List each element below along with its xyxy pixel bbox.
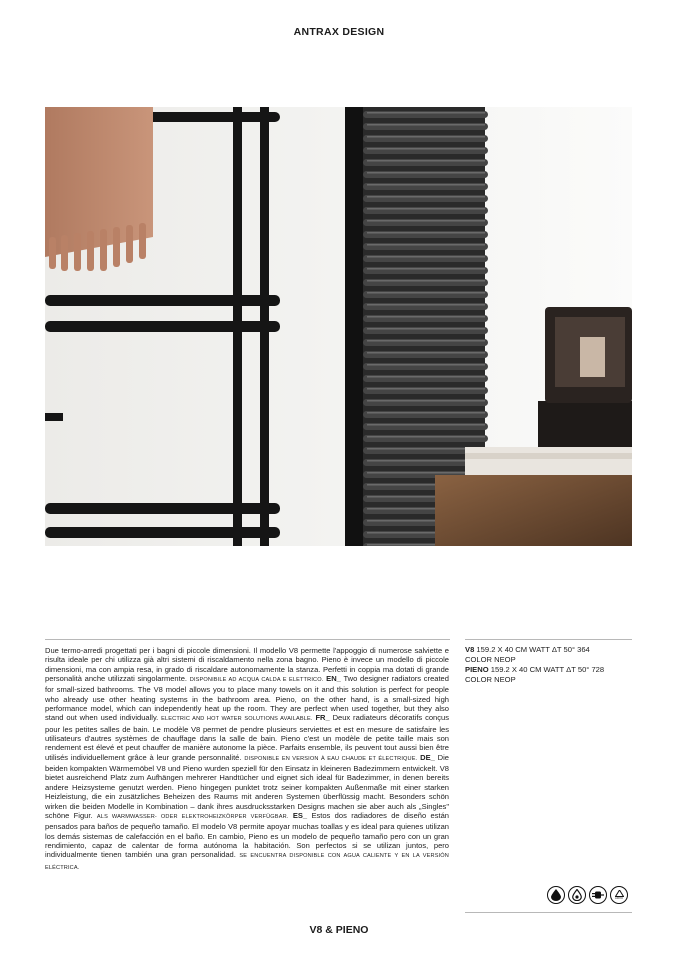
radiator-tube-highlight [367,340,485,342]
feature-icons [547,886,628,906]
radiator-tube-highlight [367,160,485,162]
body-divider-top [45,639,450,640]
recycle-icon [610,886,628,904]
radiator-tube-highlight [367,388,485,390]
radiator-tube-highlight [367,316,485,318]
note-es: SE ENCUENTRA DISPONIBLE CON AGUA CALIENTE Y EN LA VERSIÓN ELÉCTRICA. [45,853,449,871]
radiator-tube-highlight [367,424,485,426]
radiator-tube-highlight [367,268,485,270]
tag-en: EN_ [326,674,341,684]
spec-dims-v8: 159.2 X 40 CM WATT ΔT 50° 364 [476,645,590,654]
product-photo-radiators [45,107,632,546]
text-fr: Deux radiateurs décoratifs conçus pour les petites salles de bain. Le modèle V8 permet de pendre plusieurs serviettes et est en mesure de satisfaire les utilisateurs d'autres systèmes de chauffage dans la salle de bain. Pieno c'est un modèle de petite taille mais son rendement est élevé et peut chauffer de manière autonome la pièce. Parfaits ensemble, ils peuvent tout aussi bien être utilisés individuellement grâce à leur grande personnalité. [45,713,449,762]
radiator-tube-highlight [367,412,485,414]
description-text [45,646,449,873]
specs-divider-top [465,639,632,640]
radiator-tube-highlight [367,292,485,294]
radiator-tube-highlight [367,376,485,378]
page-footer-title: V8 & PIENO [309,924,369,936]
radiator-tube-highlight [367,196,485,198]
radiator-tube-highlight [367,112,485,114]
tag-de: DE_ [420,752,435,762]
spec-color-v8: COLOR NEOP [465,655,516,664]
note-it: DISPONIBILE AD ACQUA CALDA E ELETTRICO. [189,677,324,684]
note-en: ELECTRIC AND HOT WATER SOLUTIONS AVAILABLE. [161,716,313,723]
text-es: Estos dos radiadores de diseño están pensados para baños de pequeño tamaño. El modelo V8 permite apoyar muchas toallas y es ideal para quienes utilizan los demás sistemas de calefacción en el baño. En cambio, Pieno es un modelo de pequeño tamaño pero con un gran rendimiento, capaz de calentar de forma autónoma la habitación. Son perfectos si se utilizan juntos, pero individualmente tienen también una gran personalidad. [45,810,449,860]
spec-line-pieno [465,665,635,675]
text-it: Due termo-arredi progettati per i bagni di piccole dimensioni. Il modello V8 permette l'appoggio di numerose salviette e risulta ideale per chi utilizza già altri sistemi di riscaldamento nella zona bagno. Pieno è invece un modello di piccole dimensioni, ma con ampia resa, in grado di riscaldare autonomamente la stanza. Perfetti in coppia ma dotati di grande personalità anche utilizzati singolarmente. [45,646,449,684]
radiator-tube-highlight [367,436,485,438]
radiator-tube-highlight [367,208,485,210]
radiator-tube-highlight [367,232,485,234]
hot-water-icon [568,886,586,904]
radiator-tube-highlight [367,148,485,150]
radiator-tube-highlight [367,280,485,282]
brand-title: ANTRAX DESIGN [293,26,385,38]
water-drop-icon [547,886,565,904]
radiator-tube-highlight [367,244,485,246]
radiator-tube-highlight [367,184,485,186]
electric-plug-icon [589,886,607,904]
spec-color-pieno: COLOR NEOP [465,675,516,684]
note-fr: DISPONIBLE EN VERSION À EAU CHAUDE ET ÉLECTRIQUE. [244,755,418,762]
radiator-tube-highlight [367,328,485,330]
spec-model-v8: V8 [465,645,475,654]
radiator-tube-highlight [367,352,485,354]
specs-divider-bottom [465,912,632,913]
note-de: ALS WARMWASSER- ODER ELEKTROHEIZKÖRPER VERFÜGBAR. [96,813,289,820]
spec-dims-pieno: 159.2 X 40 CM WATT ΔT 50° 728 [490,665,605,674]
text-en: Two designer radiators created for small-sized bathrooms. The V8 model allows you to place many towels on it and this solution is perfect for people who already use other heating systems in the bathroom area. Pieno, on the other hand, is a small-sized high performance model, which can independently heat up the room. They are perfect when used together, but they also stand out when used individually. [45,674,449,723]
radiator-tube-highlight [367,304,485,306]
tag-fr: FR_ [315,713,330,723]
radiator-tube-highlight [367,256,485,258]
spec-line-v8 [465,645,635,655]
radiator-tube-highlight [367,364,485,366]
radiator-tube-highlight [367,400,485,402]
product-photo [45,107,632,546]
spec-model-pieno: PIENO [465,665,489,674]
radiator-tube-highlight [367,220,485,222]
radiator-tube-highlight [367,136,485,138]
recycle-icon-label: ARXC [614,896,624,900]
tag-es: ES_ [292,810,308,820]
text-de: Die beiden kompakten Wärmemöbel V8 und Pieno wurden speziell für den Einsatz in kleineren Badezimmern entwickelt. V8 bietet ausreichend Platz zum Aufhängen mehrerer Handtücher und eignet sich ideal für Badezimmer, in denen bereits andere Heizsysteme genutzt werden. Pieno hingegen punktet trotz seiner kompakten Außenmaße mit einer starken Heizleistung, die ein zusätzliches Beheizen des Raums mit anderen Systemen überflüssig macht. Besonders schön wirken die beiden Modelle in Kombination – dank ihres ausdrucksstarken Designs machen sie aber auch als „Singles" schöne Figur. [45,752,449,820]
radiator-tube-highlight [367,172,485,174]
radiator-tube-highlight [367,124,485,126]
specs-block [465,645,635,685]
